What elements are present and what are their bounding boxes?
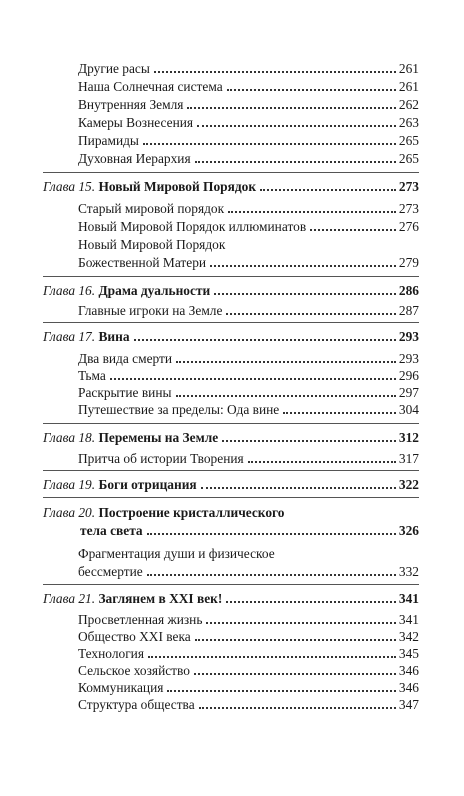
entry-page: 265 [398, 151, 419, 166]
toc-entry [78, 628, 419, 645]
entry-title: Два вида смерти [78, 351, 173, 366]
entry-title: Технология [78, 646, 145, 661]
toc-entry [78, 563, 419, 580]
chapter-heading [43, 429, 419, 446]
chapter-title: Глава 19. Боги отрицания [43, 477, 197, 492]
chapter-number: Глава 20. [43, 505, 96, 520]
entry-page: 263 [398, 115, 419, 130]
entry-page: 287 [398, 303, 419, 318]
toc-entry [78, 132, 419, 149]
dot-leader [214, 283, 396, 295]
dot-leader [210, 255, 396, 267]
dot-leader [143, 133, 396, 145]
toc-entry [78, 254, 419, 271]
dot-leader [167, 680, 395, 692]
chapter-heading [43, 178, 419, 195]
entry-page: 276 [398, 219, 419, 234]
dot-leader [199, 697, 396, 709]
entry-page: 293 [398, 351, 419, 366]
entry-page: 304 [398, 402, 419, 417]
chapter-title: Глава 17. Вина [43, 329, 130, 344]
toc-entry [78, 611, 419, 628]
entry-title: Пирамиды [78, 133, 139, 148]
dot-leader [176, 351, 396, 363]
entry-page: 262 [398, 97, 419, 112]
entry-page: 279 [398, 255, 419, 270]
chapter-number: Глава 19. [43, 477, 96, 492]
section-divider [43, 584, 419, 585]
toc-entry [78, 60, 419, 77]
dot-leader [148, 646, 396, 658]
toc-entry [78, 696, 419, 713]
toc-entry [78, 150, 419, 167]
dot-leader [197, 115, 396, 127]
dot-leader [195, 151, 396, 163]
toc-entry [78, 662, 419, 679]
chapter-number: Глава 15. [43, 179, 96, 194]
chapter-title: Глава 18. Перемены на Земле [43, 430, 219, 445]
chapter-title: Глава 21. Заглянем в XXI век! [43, 591, 223, 606]
dot-leader [176, 385, 396, 397]
chapter-heading [43, 476, 419, 493]
entry-page: 296 [398, 368, 419, 383]
dot-leader [110, 368, 396, 380]
entry-title: Структура общества [78, 697, 195, 712]
toc-entry [78, 96, 419, 113]
dot-leader [227, 79, 396, 91]
chapter-number: Глава 21. [43, 591, 96, 606]
section-divider [43, 497, 419, 498]
dot-leader [206, 612, 395, 624]
chapter-page: 273 [398, 179, 419, 194]
entry-title: Коммуникация [78, 680, 164, 695]
toc-entry [78, 114, 419, 131]
toc-entry [78, 645, 419, 662]
chapter-heading [43, 282, 419, 299]
entry-title: Путешествие за пределы: Ода вине [78, 402, 280, 417]
toc-entry [78, 78, 419, 95]
entry-title: Просветленная жизнь [78, 612, 203, 627]
chapter-title: Глава 20. Построение кристаллического [43, 505, 285, 520]
section-divider [43, 470, 419, 471]
entry-page: 341 [398, 612, 419, 627]
entry-page: 345 [398, 646, 419, 661]
chapter-heading [43, 328, 419, 345]
chapter-page: 341 [398, 591, 419, 606]
dot-leader [147, 564, 396, 576]
entry-title: Главные игроки на Земле [78, 303, 223, 318]
chapter-page: 326 [398, 523, 419, 538]
entry-title: Другие расы [78, 61, 150, 76]
section-divider [43, 322, 419, 323]
entry-title: Внутренняя Земля [78, 97, 184, 112]
entry-page: 261 [398, 61, 419, 76]
dot-leader [222, 430, 396, 442]
dot-leader [194, 663, 396, 675]
chapter-page: 286 [398, 283, 419, 298]
section-divider [43, 423, 419, 424]
chapter-number: Глава 17. [43, 329, 96, 344]
dot-leader [195, 629, 396, 641]
toc-entry [78, 384, 419, 401]
dot-leader [201, 477, 396, 489]
entry-title: Раскрытие вины [78, 385, 172, 400]
dot-leader [228, 201, 396, 213]
entry-title: Общество XXI века [78, 629, 191, 644]
entry-title: Тьма [78, 368, 106, 383]
entry-title-line: Фрагментация души и физическое [78, 546, 275, 561]
entry-page: 317 [398, 451, 419, 466]
chapter-page: 312 [398, 430, 419, 445]
entry-page: 297 [398, 385, 419, 400]
chapter-heading-line [43, 504, 419, 521]
dot-leader [226, 591, 396, 603]
entry-title: Старый мировой порядок [78, 201, 225, 216]
dot-leader [260, 179, 396, 191]
entry-title-line: Новый Мировой Порядок [78, 237, 226, 252]
dot-leader [147, 523, 396, 535]
entry-page: 265 [398, 133, 419, 148]
entry-page: 261 [398, 79, 419, 94]
chapter-page: 293 [398, 329, 419, 344]
toc-entry [78, 302, 419, 319]
dot-leader [310, 219, 396, 231]
entry-page: 273 [398, 201, 419, 216]
toc-entry [78, 401, 419, 418]
chapter-number: Глава 18. [43, 430, 96, 445]
toc-entry [78, 350, 419, 367]
entry-title: Духовная Иерархия [78, 151, 191, 166]
dot-leader [248, 451, 396, 463]
dot-leader [226, 303, 395, 315]
section-divider [43, 276, 419, 277]
entry-title: Камеры Вознесения [78, 115, 194, 130]
entry-page: 342 [398, 629, 419, 644]
entry-title: бессмертие [78, 564, 143, 579]
chapter-number: Глава 16. [43, 283, 96, 298]
toc-entry [78, 200, 419, 217]
chapter-heading [80, 522, 419, 539]
chapter-title: тела света [80, 523, 143, 538]
entry-title: Наша Солнечная система [78, 79, 223, 94]
dot-leader [134, 329, 396, 341]
toc-entry [78, 679, 419, 696]
entry-title: Притча об истории Творения [78, 451, 244, 466]
dot-leader [283, 402, 396, 414]
chapter-heading [43, 590, 419, 607]
entry-page: 332 [398, 564, 419, 579]
entry-page: 346 [398, 680, 419, 695]
entry-page: 347 [398, 697, 419, 712]
entry-title: Новый Мировой Порядок иллюминатов [78, 219, 307, 234]
dot-leader [154, 61, 396, 73]
chapter-title: Глава 15. Новый Мировой Порядок [43, 179, 257, 194]
entry-title: Божественной Матери [78, 255, 207, 270]
entry-page: 346 [398, 663, 419, 678]
toc-entry [78, 367, 419, 384]
toc-entry [78, 450, 419, 467]
section-divider [43, 172, 419, 173]
toc-entry [78, 218, 419, 235]
entry-title: Сельское хозяйство [78, 663, 190, 678]
chapter-title: Глава 16. Драма дуальности [43, 283, 211, 298]
chapter-page: 322 [398, 477, 419, 492]
dot-leader [187, 97, 395, 109]
